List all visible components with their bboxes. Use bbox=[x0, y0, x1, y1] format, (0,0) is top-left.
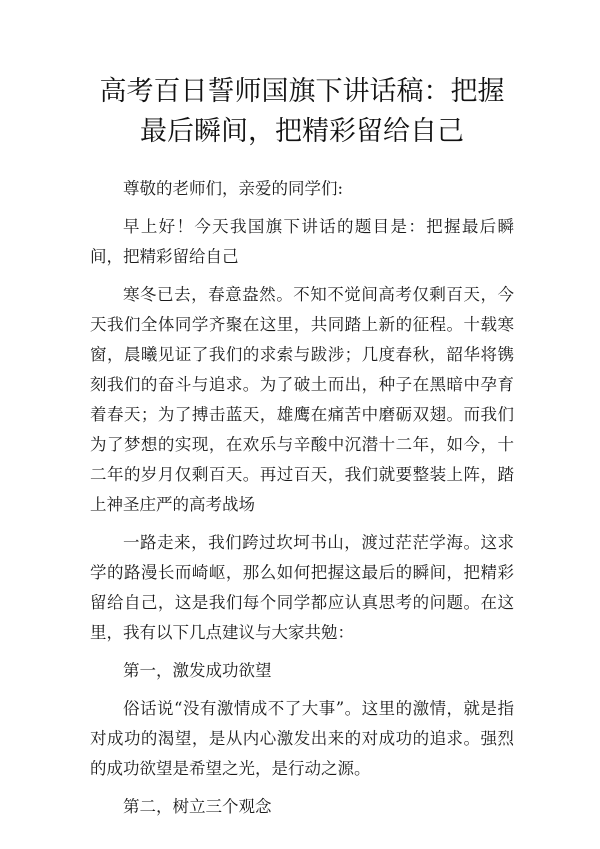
paragraph-greeting: 尊敬的老师们，亲爱的同学们: bbox=[123, 179, 344, 198]
paragraph-opening: 早上好！今天我国旗下讲话的题目是：把握最后瞬间，把精彩留给自己 bbox=[90, 217, 514, 266]
document-title: 高考百日誓师国旗下讲话稿：把握最后瞬间，把精彩留给自己 bbox=[99, 76, 505, 147]
paragraph-point-one-heading: 第一，激发成功欲望 bbox=[123, 661, 272, 680]
paragraph-point-two-heading: 第二，树立三个观念 bbox=[123, 797, 272, 816]
paragraph-journey: 一路走来，我们跨过坎坷书山，渡过茫茫学海。这求学的路漫长而崎岖，那么如何把握这最后的瞬间，把精彩留给自己，这是我们每个同学都应认真思考的问题。在这里，我有以下几点建议与大家共勉： bbox=[90, 533, 514, 642]
paragraph-point-one-body: 俗话说“没有激情成不了大事”。这里的激情，就是指对成功的渴望，是从内心激发出来的对成功的追求。强烈的成功欲望是希望之光，是行动之源。 bbox=[90, 699, 514, 778]
paragraph-winter: 寒冬已去，春意盎然。不知不觉间高考仅剩百天，今天我们全体同学齐聚在这里，共同踏上新的征程。十载寒窗，晨曦见证了我们的求索与跋涉；几度春秋，韶华将镌刻我们的奋斗与追求。为了破土而出，种子在黑暗中孕育着春天；为了搏击蓝天，雄鹰在痛苦中磨砺双翅。而我们为了梦想的实现，在欢乐与辛酸中沉潜十二年，如今，十二年的岁月仅剩百天。再过百天，我们就要整装上阵，踏上神圣庄严的高考战场 bbox=[90, 285, 514, 514]
